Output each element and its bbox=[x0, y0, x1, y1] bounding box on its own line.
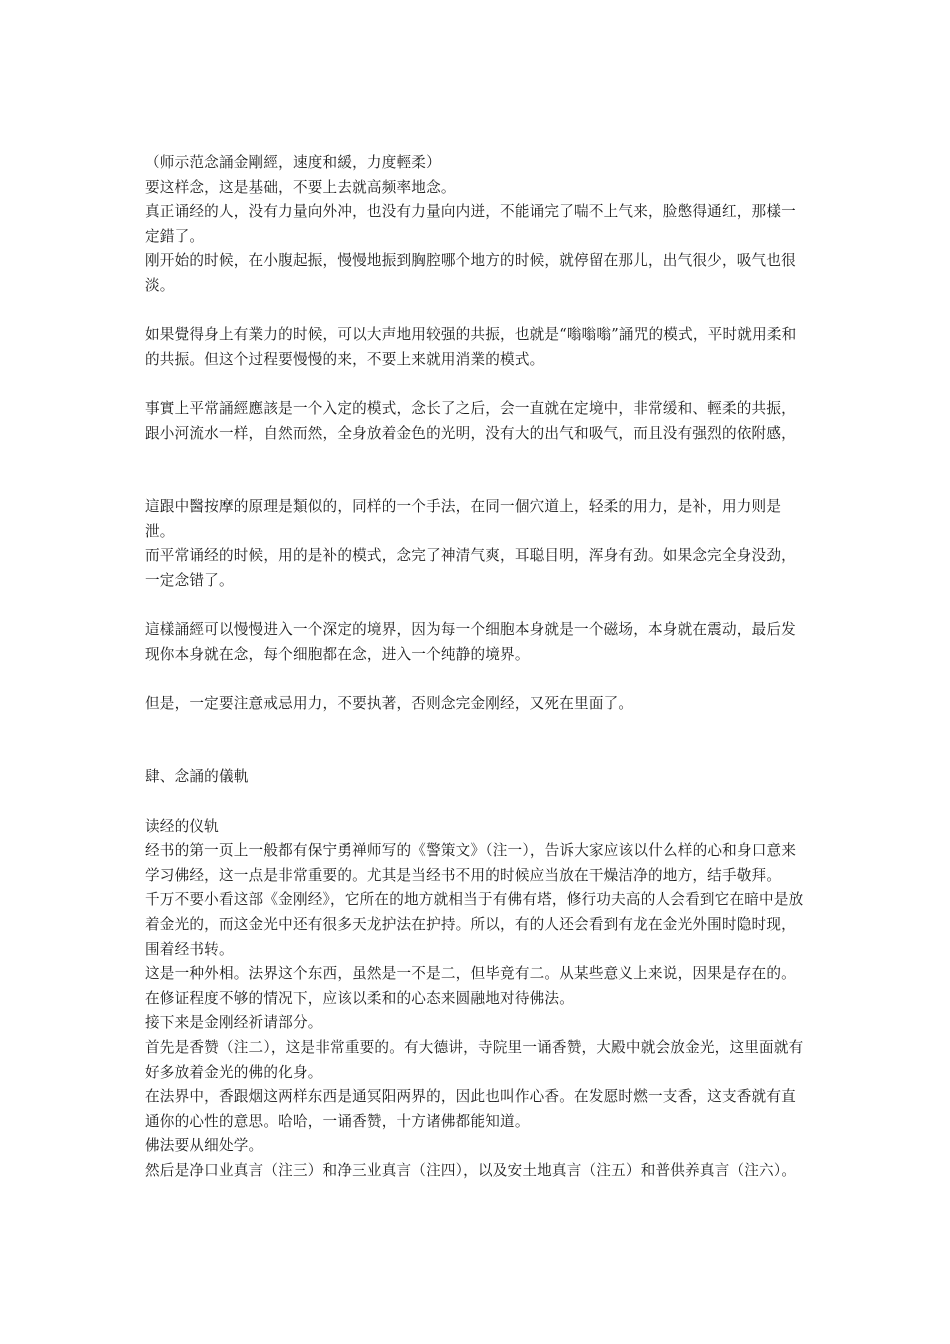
subsection-heading: 读经的仪轨 bbox=[145, 817, 219, 835]
spacer bbox=[145, 299, 810, 324]
spacer bbox=[145, 446, 810, 495]
paragraph-deep-samadhi: 這樣誦經可以慢慢进入一个深定的境界，因为每一个细胞本身就是一个磁场，本身就在震动，最后发现你本身就在念，每个细胞都在念，进入一个纯静的境界。 bbox=[145, 621, 796, 663]
spacer bbox=[145, 372, 810, 397]
paragraph-invocation: 接下来是金刚经祈请部分。 bbox=[145, 1014, 323, 1032]
paragraph-samadhi: 事實上平常誦經應該是一个入定的模式，念长了之后，会一直就在定境中，非常缓和、輕柔的共振，跟小河流水一样，自然而然，全身放着金色的光明，没有大的出气和吸气，而且没有强烈的依附感， bbox=[145, 399, 796, 442]
paragraph-beginning: 刚开始的时候，在小腹起振，慢慢地振到胸腔哪个地方的时候，就停留在那儿，出气很少，吸气也很淡。 bbox=[145, 252, 796, 294]
paragraph-appearance: 这是一种外相。法界这个东西，虽然是一不是二，但毕竟有二。从某些意义上来说，因果是存在的。在修证程度不够的情况下，应该以柔和的心态来圆融地对待佛法。 bbox=[145, 965, 796, 1007]
paragraph-true-chanting: 真正诵经的人，没有力量向外冲，也没有力量向内迸，不能诵完了喘不上气来，脸憋得通红，那樣一定錯了。 bbox=[145, 203, 796, 245]
paragraph-mantras: 然后是净口业真言（注三）和净三业真言（注四），以及安土地真言（注五）和普供养真言（注六）。 bbox=[145, 1161, 797, 1179]
paragraph-diamond-sutra: 千万不要小看这部《金刚经》，它所在的地方就相当于有佛有塔，修行功夫高的人会看到它在暗中是放着金光的，而这金光中还有很多天龙护法在护持。所以，有的人还会看到有龙在金光外围时隐时现，围着经书转。 bbox=[145, 891, 804, 958]
paragraph-basics: 要这样念，这是基础，不要上去就高频率地念。 bbox=[145, 178, 456, 196]
spacer bbox=[145, 716, 810, 765]
section-heading: 肆、念誦的儀軌 bbox=[145, 768, 249, 786]
paragraph-massage: 這跟中醫按摩的原理是類似的，同样的一个手法，在同一個穴道上，轻柔的用力，是补，用力则是泄。 bbox=[145, 498, 782, 540]
spacer bbox=[145, 790, 810, 815]
paragraph-karma: 如果覺得身上有業力的时候，可以大声地用较强的共振，也就是“嗡嗡嗡”誦咒的模式，平时就用柔和的共振。但这个过程要慢慢的来，不要上来就用消業的模式。 bbox=[145, 326, 797, 368]
spacer bbox=[145, 667, 810, 692]
paragraph-warning: 但是，一定要注意戒忌用力，不要执著，否则念完金刚经，又死在里面了。 bbox=[145, 694, 634, 712]
paragraph-tonify: 而平常诵经的时候，用的是补的模式，念完了神清气爽，耳聪目明，浑身有劲。如果念完全身没劲，一定念错了。 bbox=[145, 547, 796, 589]
paragraph-incense-smoke: 在法界中，香跟烟这两样东西是通冥阳两界的，因此也叫作心香。在发愿时燃一支香，这支香就有直通你的心性的意思。哈哈，一诵香赞，十方诸佛都能知道。 bbox=[145, 1088, 796, 1130]
paragraph-first-page: 经书的第一页上一般都有保宁勇禅师写的《警策文》（注一），告诉大家应该以什么样的心和身口意来学习佛经，这一点是非常重要的。尤其是当经书不用的时候应当放在干燥洁净的地方，结手敬拜。 bbox=[145, 842, 797, 884]
paragraph-details: 佛法要从细处学。 bbox=[145, 1137, 264, 1155]
paragraph-demo-note: （师示范念誦金剛經，速度和緩，力度輕柔） bbox=[145, 154, 441, 171]
document-body bbox=[145, 151, 810, 1184]
spacer bbox=[145, 594, 810, 619]
paragraph-incense-praise: 首先是香赞（注二），这是非常重要的。有大德讲，寺院里一诵香赞，大殿中就会放金光，这里面就有好多放着金光的佛的化身。 bbox=[145, 1039, 804, 1081]
